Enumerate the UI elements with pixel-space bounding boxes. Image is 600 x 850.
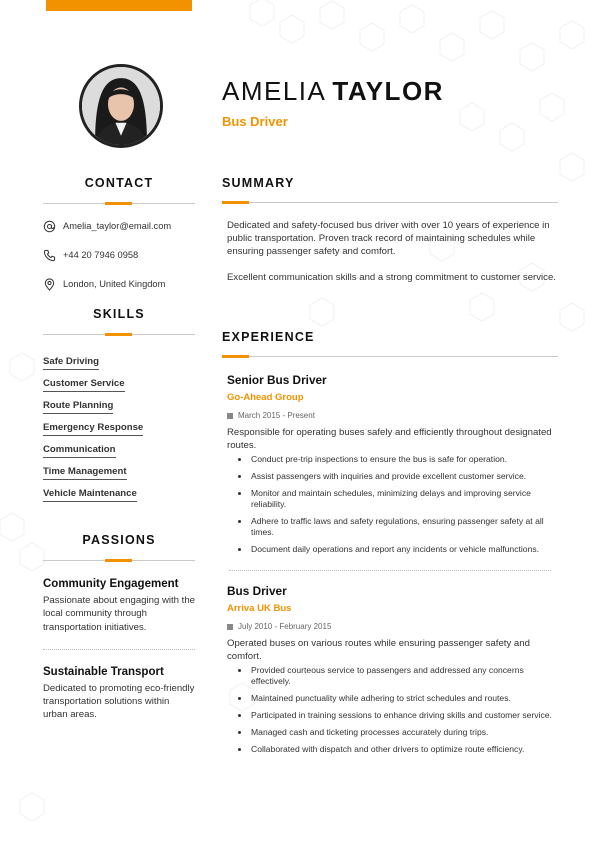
job-company: Go-Ahead Group bbox=[227, 392, 304, 403]
job-company: Arriva UK Bus bbox=[227, 603, 292, 614]
contact-divider bbox=[43, 202, 195, 205]
job-description: Operated buses on various routes while ensuring passenger safety and comfort. bbox=[227, 638, 530, 662]
job-dates bbox=[227, 622, 558, 631]
job-bullet: Maintained punctuality while adhering to strict schedules and routes. bbox=[238, 693, 558, 704]
skill-item: Vehicle Maintenance bbox=[43, 488, 137, 502]
right-column bbox=[222, 176, 558, 761]
contact-email[interactable] bbox=[43, 219, 195, 233]
passion-text: Passionate about engaging with the local community through transportation initiatives. bbox=[43, 595, 196, 633]
profile-photo bbox=[82, 67, 160, 145]
first-name: AMELIA bbox=[222, 76, 327, 106]
skills-divider bbox=[43, 333, 195, 336]
passion-item bbox=[43, 666, 195, 722]
skill-item: Safe Driving bbox=[43, 356, 99, 370]
job-entry bbox=[222, 584, 558, 755]
job-bullet: Document daily operations and report any incidents or vehicle malfunctions. bbox=[238, 544, 558, 555]
at-icon bbox=[43, 220, 56, 233]
left-column bbox=[43, 176, 195, 722]
job-bullet: Collaborated with dispatch and other drivers to optimize route efficiency. bbox=[238, 744, 558, 755]
top-accent-bar bbox=[46, 0, 192, 11]
name-block bbox=[222, 76, 444, 129]
job-bullet: Monitor and maintain schedules, minimizing delays and improving service reliability. bbox=[238, 488, 558, 510]
passion-title: Community Engagement bbox=[43, 578, 179, 590]
contact-heading: CONTACT bbox=[84, 176, 154, 190]
passion-text: Dedicated to promoting eco-friendly transportation solutions within urban areas. bbox=[43, 682, 195, 721]
passion-item bbox=[43, 578, 195, 634]
job-bullet: Conduct pre-trip inspections to ensure the bus is safe for operation. bbox=[238, 454, 558, 465]
job-bullet: Participated in training sessions to enhance driving skills and customer service. bbox=[238, 710, 558, 721]
contact-location-text: London, United Kingdom bbox=[63, 279, 166, 289]
contact-phone[interactable] bbox=[43, 248, 195, 262]
summary-divider bbox=[222, 201, 558, 204]
job-bullet: Assist passengers with inquiries and provide excellent customer service. bbox=[238, 471, 558, 482]
job-description: Responsible for operating buses safely and efficiently throughout designated routes. bbox=[227, 427, 552, 451]
passions-heading: PASSIONS bbox=[82, 533, 156, 547]
skill-item: Time Management bbox=[43, 466, 127, 480]
job-entry bbox=[222, 373, 558, 555]
calendar-icon bbox=[227, 624, 233, 630]
passion-separator bbox=[43, 649, 195, 650]
experience-heading: EXPERIENCE bbox=[222, 330, 315, 344]
summary-heading: SUMMARY bbox=[222, 176, 295, 190]
summary-paragraph: Dedicated and safety-focused bus driver with over 10 years of experience in public transportation. Proven track record of maintaining schedules while ensuring passenger safety and comfort. bbox=[227, 220, 550, 257]
skill-item: Communication bbox=[43, 444, 116, 458]
passions-divider bbox=[43, 559, 195, 562]
job-dates-text: July 2010 - February 2015 bbox=[238, 622, 332, 631]
contact-email-text: Amelia_taylor@email.com bbox=[63, 221, 172, 231]
job-role: Bus Driver bbox=[227, 584, 287, 598]
avatar bbox=[79, 64, 163, 148]
job-separator bbox=[229, 570, 551, 571]
skill-item: Emergency Response bbox=[43, 422, 143, 436]
job-dates-text: March 2015 - Present bbox=[238, 411, 315, 420]
contact-list bbox=[43, 219, 195, 291]
job-bullet: Adhere to traffic laws and safety regulations, ensuring passenger safety at all times. bbox=[238, 516, 558, 538]
job-role: Senior Bus Driver bbox=[227, 373, 327, 387]
job-bullet: Managed cash and ticketing processes accurately during trips. bbox=[238, 727, 558, 738]
job-bullets bbox=[227, 454, 558, 555]
job-bullet: Provided courteous service to passengers and addressed any concerns effectively. bbox=[238, 665, 558, 687]
contact-location bbox=[43, 277, 195, 291]
calendar-icon bbox=[227, 413, 233, 419]
job-bullets bbox=[227, 665, 558, 755]
skill-item: Route Planning bbox=[43, 400, 113, 414]
skills-heading: SKILLS bbox=[93, 307, 145, 321]
phone-icon bbox=[43, 249, 56, 262]
location-pin-icon bbox=[43, 278, 56, 291]
last-name: TAYLOR bbox=[332, 76, 444, 106]
experience-divider bbox=[222, 355, 558, 358]
contact-phone-text: +44 20 7946 0958 bbox=[63, 250, 139, 260]
skills-list bbox=[43, 351, 195, 505]
job-title: Bus Driver bbox=[222, 114, 288, 129]
passion-title: Sustainable Transport bbox=[43, 665, 164, 678]
full-name bbox=[222, 76, 444, 106]
summary-paragraph: Excellent communication skills and a strong commitment to customer service. bbox=[227, 272, 556, 283]
skill-item: Customer Service bbox=[43, 378, 125, 392]
job-dates bbox=[227, 411, 558, 420]
